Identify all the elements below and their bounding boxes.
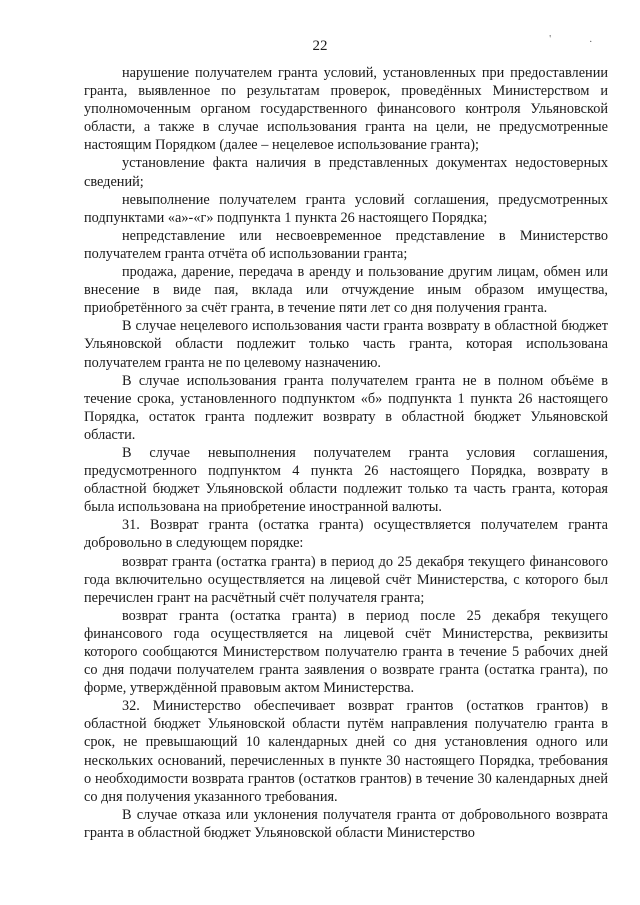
paragraph: 32. Министерство обеспечивает возврат грантов (остатков грантов) в областной бюджет Ульяновской области путём направления получателю гранта в срок, не превышающий 10 календарных дней со дня установления одного или нескольких оснований, перечисленных в пункте 30 настоящего Порядка, требования о необходимости возврата грантов (остатков грантов) в течение 30 календарных дней со дня получения указанного требования. xyxy=(84,698,608,805)
scan-marks: ' . xyxy=(549,34,610,45)
paragraph: невыполнение получателем гранта условий соглашения, предусмотренных подпунктами «а»-«г» подпункта 1 пункта 26 настоящего Порядка; xyxy=(84,191,608,226)
paragraph: непредставление или несвоевременное представление в Министерство получателем гранта отчёта об использовании гранта; xyxy=(84,227,608,262)
paragraph: нарушение получателем гранта условий, установленных при предоставлении гранта, выявленное по результатам проверок, проведённых Министерством и уполномоченным органом государственного финансового контроля Ульяновской области, а также в случае использования гранта на цели, не предусмотренные настоящим Порядком (далее – нецелевое использование гранта); xyxy=(84,65,608,154)
paragraph: В случае нецелевого использования части гранта возврату в областной бюджет Ульяновской области подлежит только часть гранта, которая использована получателем гранта не по целевому назначению. xyxy=(84,318,608,371)
paragraph: В случае отказа или уклонения получателя гранта от добровольного возврата гранта в областной бюджет Ульяновской области Министерство xyxy=(84,806,608,841)
paragraph: продажа, дарение, передача в аренду и пользование другим лицам, обмен или внесение в виде пая, вклада или отчуждение иным образом имущества, приобретённого за счёт гранта, в течение пяти лет со дня получения гранта. xyxy=(84,264,608,317)
paragraph: В случае использования гранта получателем гранта не в полном объёме в течение срока, установленного подпунктом «б» подпункта 1 пункта 26 настоящего Порядка, остаток гранта подлежит возврату в областной бюджет Ульяновской области. xyxy=(84,372,608,443)
page-number: 22 xyxy=(312,38,328,54)
paragraph: 31. Возврат гранта (остатка гранта) осуществляется получателем гранта добровольно в следующем порядке: xyxy=(84,517,608,552)
paragraph: В случае невыполнения получателем гранта условия соглашения, предусмотренного подпунктом 4 пункта 26 настоящего Порядка, возврату в областной бюджет Ульяновской области подлежит только та часть гранта, которая была использована на приобретение иностранной валюты. xyxy=(84,444,608,516)
document-body xyxy=(84,64,608,842)
paragraph: возврат гранта (остатка гранта) в период до 25 декабря текущего финансового года включительно осуществляется на лицевой счёт Министерства, с которого был перечислен грант на расчётный счёт получателя гранта; xyxy=(84,553,608,606)
paragraph: возврат гранта (остатка гранта) в период после 25 декабря текущего финансового года осуществляется на лицевой счёт Министерства, реквизиты которого сообщаются Министерством получателю гранта в течение 5 рабочих дней со дня подачи получателем гранта заявления о возврате гранта (остатка гранта), по форме, утверждённой правовым актом Министерства. xyxy=(84,607,608,697)
paragraph: установление факта наличия в представленных документах недостоверных сведений; xyxy=(84,155,608,190)
